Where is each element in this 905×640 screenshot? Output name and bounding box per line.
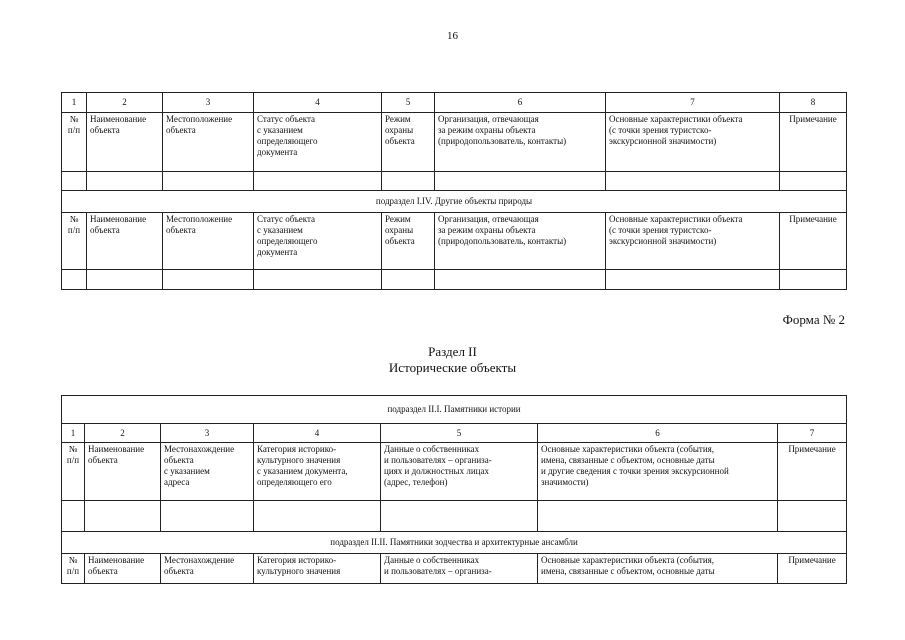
- col-number: 6: [538, 424, 778, 443]
- header-cell: Категория историко- культурного значения: [254, 554, 381, 584]
- empty-row: [62, 270, 847, 290]
- header-cell: Наименование объекта: [87, 213, 163, 270]
- col-number: 3: [163, 93, 254, 113]
- header-cell: Примечание: [778, 443, 847, 501]
- column-number-row: [62, 424, 847, 443]
- col-number: 3: [161, 424, 254, 443]
- header-cell: Примечание: [780, 213, 847, 270]
- header-row: [62, 443, 847, 501]
- header-cell: Местоположение объекта: [163, 213, 254, 270]
- subsection-row: [62, 532, 847, 554]
- header-row: [62, 113, 847, 172]
- col-number: 2: [85, 424, 161, 443]
- header-cell: Местоположение объекта: [163, 113, 254, 172]
- header-cell: Организация, отвечающая за режим охраны объекта (природопользователь, контакты): [435, 213, 606, 270]
- col-number: 4: [254, 93, 382, 113]
- header-cell: Статус объекта с указанием определяющего документа: [254, 213, 382, 270]
- header-cell: Основные характеристики объекта (с точки зрения туристско- экскурсионной значимости): [606, 113, 780, 172]
- col-number: 1: [62, 424, 85, 443]
- col-number: 5: [381, 424, 538, 443]
- col-number: 4: [254, 424, 381, 443]
- header-cell: Режим охраны объекта: [382, 113, 435, 172]
- table-section-2: [61, 395, 847, 584]
- header-cell: Данные о собственниках и пользователях – организа- циях и должностных лицах (адрес, телефон): [381, 443, 538, 501]
- col-number: 8: [780, 93, 847, 113]
- header-cell: Местонахождение объекта: [161, 554, 254, 584]
- subsection-title: подраздел I.IV. Другие объекты природы: [62, 191, 847, 213]
- col-number: 2: [87, 93, 163, 113]
- table-section-1: [61, 92, 847, 290]
- header-cell: Местонахождение объекта с указанием адреса: [161, 443, 254, 501]
- header-row: [62, 554, 847, 584]
- col-number: 6: [435, 93, 606, 113]
- subsection-row: [62, 396, 847, 424]
- empty-row: [62, 501, 847, 532]
- header-cell: Примечание: [778, 554, 847, 584]
- header-cell: № п/п: [62, 213, 87, 270]
- header-cell: Статус объекта с указанием определяющего документа: [254, 113, 382, 172]
- col-number: 5: [382, 93, 435, 113]
- header-cell: Основные характеристики объекта (события, имена, связанные с объектом, основные даты: [538, 554, 778, 584]
- header-cell: Организация, отвечающая за режим охраны объекта (природопользователь, контакты): [435, 113, 606, 172]
- header-cell: № п/п: [62, 113, 87, 172]
- header-cell: Данные о собственниках и пользователях – организа-: [381, 554, 538, 584]
- header-cell: Режим охраны объекта: [382, 213, 435, 270]
- col-number: 7: [778, 424, 847, 443]
- header-row: [62, 213, 847, 270]
- section-heading: [0, 344, 905, 376]
- section-title: Раздел II: [428, 344, 477, 359]
- page-number: 16: [447, 30, 458, 42]
- header-cell: № п/п: [62, 443, 85, 501]
- header-cell: Наименование объекта: [85, 554, 161, 584]
- form-label: Форма № 2: [782, 312, 845, 327]
- subsection-title: подраздел II.II. Памятники зодчества и архитектурные ансамбли: [62, 532, 847, 554]
- header-cell: № п/п: [62, 554, 85, 584]
- subsection-title: подраздел II.I. Памятники истории: [62, 396, 847, 424]
- header-cell: Категория историко- культурного значения с указанием документа, определяющего его: [254, 443, 381, 501]
- empty-row: [62, 172, 847, 191]
- header-cell: Наименование объекта: [87, 113, 163, 172]
- column-number-row: [62, 93, 847, 113]
- header-cell: Основные характеристики объекта (события, имена, связанные с объектом, основные даты и другие сведения с точки зрения экскурсионной значимости): [538, 443, 778, 501]
- subsection-row: [62, 191, 847, 213]
- header-cell: Наименование объекта: [85, 443, 161, 501]
- header-cell: Основные характеристики объекта (с точки зрения туристско- экскурсионной значимости): [606, 213, 780, 270]
- section-subtitle: Исторические объекты: [388, 360, 517, 375]
- col-number: 7: [606, 93, 780, 113]
- header-cell: Примечание: [780, 113, 847, 172]
- col-number: 1: [62, 93, 87, 113]
